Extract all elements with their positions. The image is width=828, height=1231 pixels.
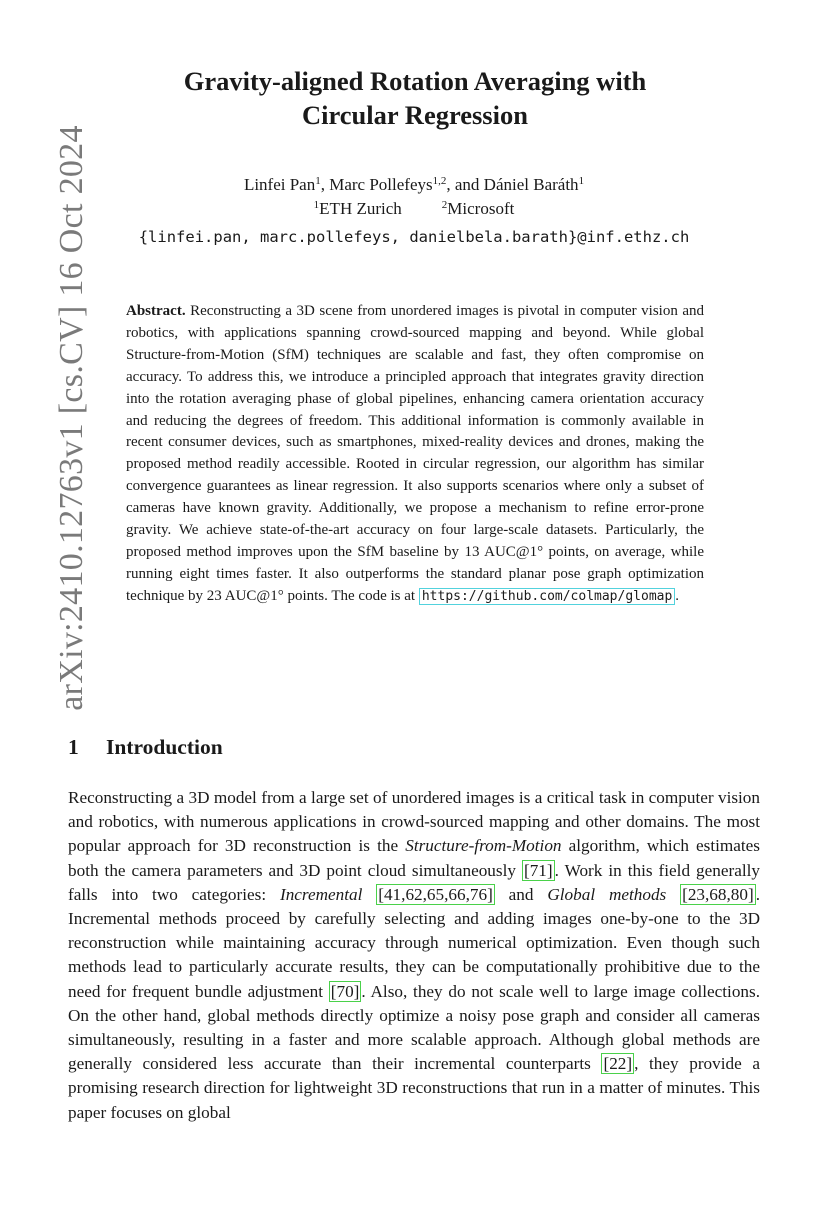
- author-affiliation-mark: 1: [578, 175, 585, 187]
- citation-link[interactable]: [70]: [330, 981, 360, 1001]
- section-title: Introduction: [106, 735, 223, 759]
- emphasis-text: Structure-from-Motion: [405, 836, 562, 856]
- author-separator: , and: [446, 175, 484, 194]
- author-list: [60, 174, 768, 196]
- body-text: , they provide a promising research direction for lightweight 3D reconstructions that run in a matter of minutes. This paper focuses on global: [68, 1054, 760, 1122]
- body-text: . Also, they do not scale well to large image collections. On the other hand, global methods directly optimize a noisy pose graph and consider all cameras simultaneously, resulting in a faster and more scalable approach. Although global methods are generally considered less accurate than their incremental counterparts: [68, 981, 760, 1074]
- author-separator: ,: [320, 175, 330, 194]
- author-name: Linfei Pan: [243, 175, 316, 194]
- author-name: Dániel Baráth: [483, 175, 579, 194]
- affiliation-mark: 2: [441, 199, 448, 211]
- emphasis-text: Global methods: [547, 884, 667, 904]
- author-name: Marc Pollefeys: [329, 175, 433, 194]
- affiliations: [60, 198, 768, 220]
- body-text: and: [494, 884, 548, 904]
- body-text: [362, 885, 376, 904]
- section-number: 1: [68, 735, 79, 759]
- author-emails: {linfei.pan, marc.pollefeys, danielbela.barath}@inf.ethz.ch: [138, 228, 690, 246]
- section-heading: [68, 735, 223, 760]
- arxiv-identifier-stamp: arXiv:2410.12763v1 [cs.CV] 16 Oct 2024: [53, 125, 90, 711]
- affiliation-mark: 1: [313, 199, 320, 211]
- body-text: [666, 885, 680, 904]
- body-text: . Work in this field generally falls into two categories:: [68, 860, 760, 904]
- body-text: algorithm, which estimates both the camera parameters and 3D point cloud simultaneously: [68, 836, 761, 880]
- citation-link[interactable]: [22]: [603, 1054, 633, 1074]
- abstract-label: Abstract.: [126, 303, 186, 319]
- body-text: . Incremental methods proceed by carefully selecting and adding images one-by-one to the 3D reconstruction while maintaining accuracy through numerical optimization. Even though such methods lead to particularly accurate results, they can be computationally prohibitive due to the need for frequent bundle adjustment: [68, 884, 760, 1001]
- paper-title: [100, 64, 730, 132]
- author-affiliation-mark: 1,2: [432, 175, 447, 187]
- abstract: [126, 301, 704, 608]
- abstract-end: .: [675, 587, 680, 604]
- code-url-link[interactable]: https://github.com/colmap/glomap: [419, 588, 675, 605]
- affiliation-name: Microsoft: [447, 199, 515, 218]
- emphasis-text: Incremental: [279, 884, 363, 904]
- citation-link[interactable]: [41,62,65,66,76]: [378, 884, 493, 904]
- introduction-paragraph: [68, 786, 760, 1125]
- affiliation-name: ETH Zurich: [319, 199, 402, 218]
- title-line-2: Circular Regression: [302, 100, 528, 130]
- citation-link[interactable]: [71]: [523, 860, 553, 880]
- author-affiliation-mark: 1: [315, 175, 321, 187]
- abstract-text: Reconstructing a 3D scene from unordered images is pivotal in computer vision and robotics, with applications spanning crowd-sourced mapping and beyond. While global Structure-from-Motion (SfM) techniques are scalable and fast, they often compromise on accuracy. To address this, we introduce a principled approach that integrates gravity direction into the rotation averaging phase of global pipelines, enhancing camera orientation accuracy and reducing the degrees of freedom. This additional information is commonly available in recent consumer devices, such as smartphones, mixed-reality devices and drones, making the proposed method readily accessible. Rooted in circular regression, our algorithm has similar convergence guarantees as linear regression. It also supports scenarios where only a subset of cameras have known gravity. Additionally, we propose a mechanism to refine error-prone gravity. We achieve state-of-the-art accuracy on four large-scale datasets. Particularly, the proposed method improves upon the SfM baseline by 13 AUC@1° points, on average, while running eight times faster. It also outperforms the standard planar pose graph optimization technique by 23 AUC@1° points. The code is at: [126, 303, 704, 604]
- body-text: Reconstructing a 3D model from a large set of unordered images is a critical task in computer vision and robotics, with numerous applications in crowd-sourced mapping and other domains. The most popular approach for 3D reconstruction is the: [68, 788, 760, 856]
- citation-link[interactable]: [23,68,80]: [682, 884, 754, 904]
- title-line-1: Gravity-aligned Rotation Averaging with: [183, 66, 647, 96]
